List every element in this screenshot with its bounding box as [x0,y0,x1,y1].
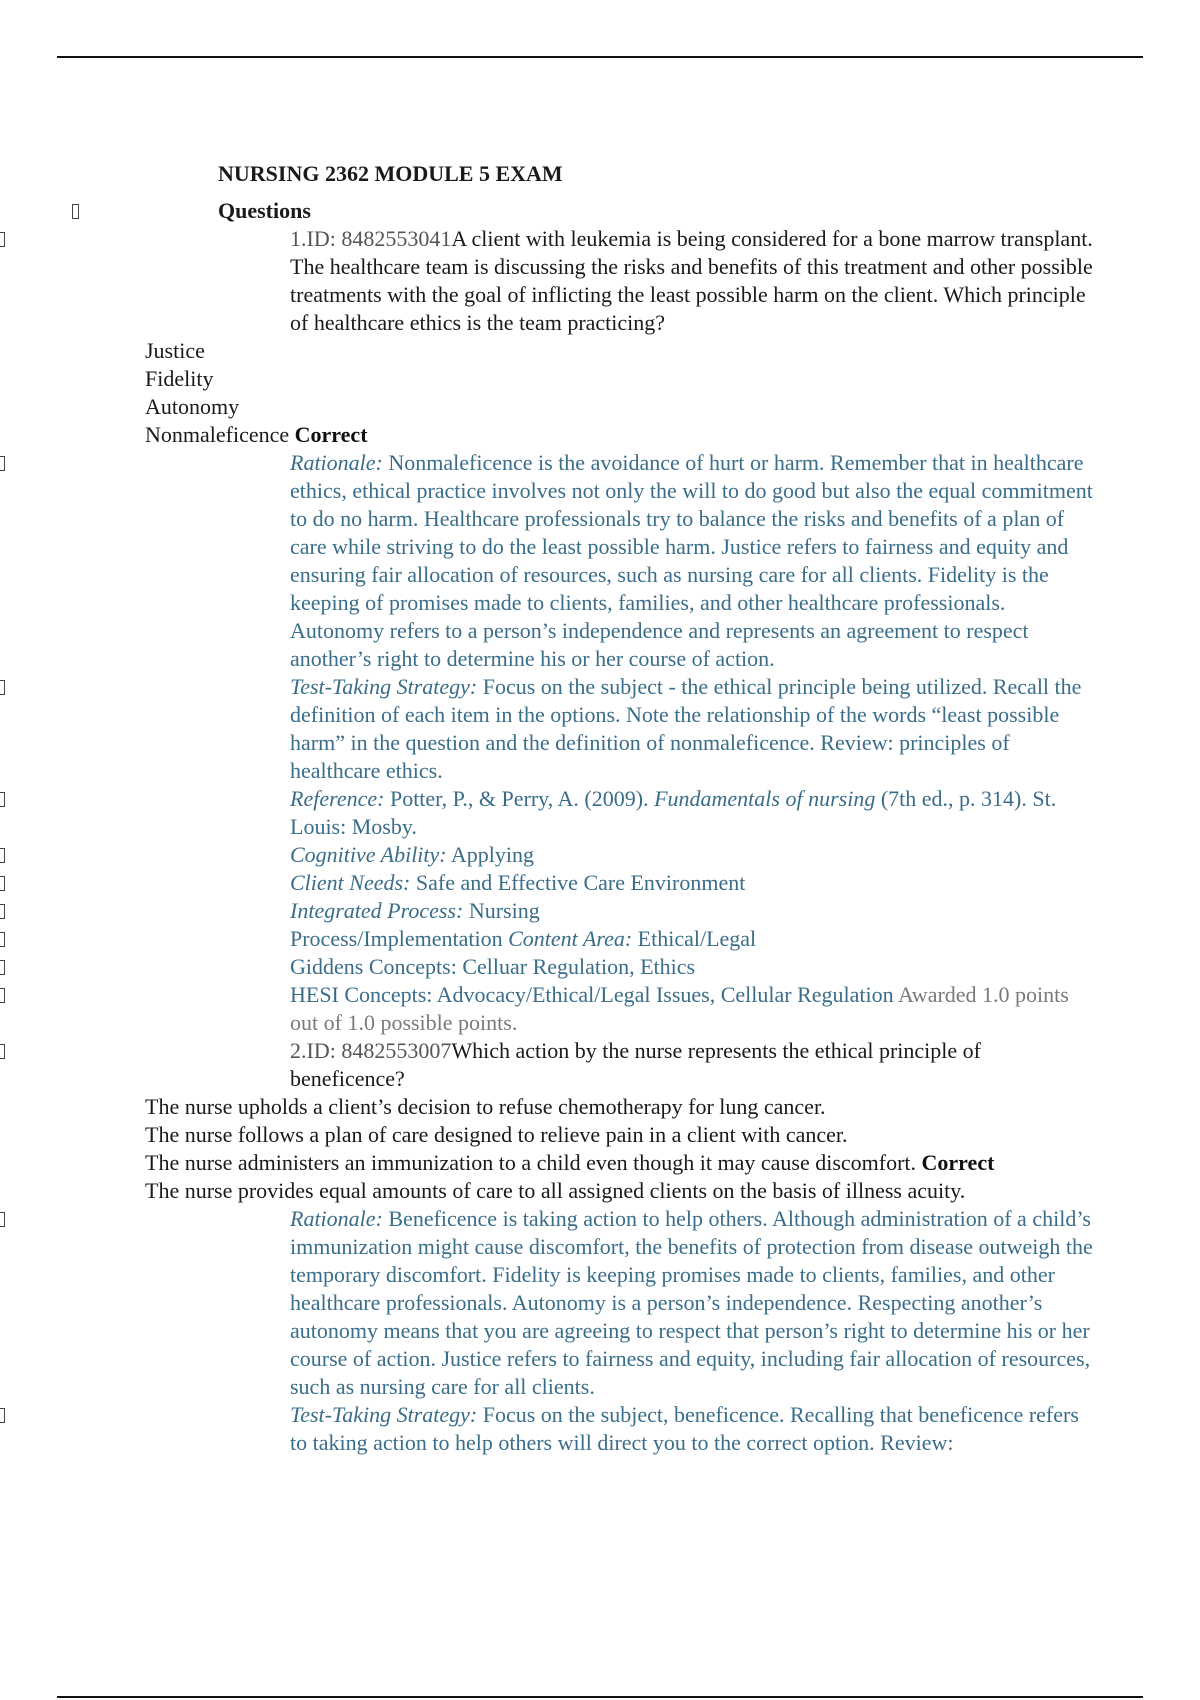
bullet-box-icon [0,792,5,807]
q1-giddens-concepts: Giddens Concepts: Celluar Regulation, Ethics [145,953,1095,981]
q1-rationale: Rationale: Nonmaleficence is the avoidance of hurt or harm. Remember that in healthcare ethics, ethical practice involves not only the will to do good but also the equal commitment to do no harm. Healthcare professionals try to balance the risks and benefits of a plan of care while striving to do the least possible harm. Justice refers to fairness and equity and ensuring fair allocation of resources, such as nursing care for all clients. Fidelity is the keeping of promises made to clients, families, and other healthcare professionals. Autonomy refers to a person’s independence and represents an agreement to respect another’s right to determine his or her course of action. [145,449,1095,673]
bullet-box-icon [0,1044,5,1059]
top-rule [57,56,1143,58]
bullet-box-icon [0,1212,5,1227]
bullet-box-icon [0,1408,5,1423]
bullet-box-icon [0,988,5,1003]
section-heading: Questions [145,197,1095,225]
correct-label: Correct [921,1150,995,1175]
q2-strategy: Test-Taking Strategy: Focus on the subject, beneficence. Recalling that beneficence refers to taking action to help others will direct you to the correct option. Review: [145,1401,1095,1457]
q1-hesi-concepts: HESI Concepts: Advocacy/Ethical/Legal Issues, Cellular Regulation Awarded 1.0 points out of 1.0 possible points. [145,981,1095,1037]
bullet-box-icon [0,876,5,891]
bullet-box-icon [0,232,5,247]
q1-strategy: Test-Taking Strategy: Focus on the subject - the ethical principle being utilized. Recall the definition of each item in the options. Note the relationship of the words “least possible harm” in the question and the definition of nonmaleficence. Review: principles of healthcare ethics. [145,673,1095,785]
q1-content-area: Process/Implementation Content Area: Ethical/Legal [145,925,1095,953]
q1-integrated-process: Integrated Process: Nursing [145,897,1095,925]
q1-option: Autonomy [145,394,240,419]
q2-option-correct: The nurse administers an immunization to a child even though it may cause discomfort. Correct [145,1150,995,1175]
bullet-box-icon [0,960,5,975]
bullet-box-icon [0,680,5,695]
bottom-rule [57,1696,1143,1698]
correct-label: Correct [294,422,368,447]
exam-document [145,160,1095,1457]
q1-cognitive-ability: Cognitive Ability: Applying [145,841,1095,869]
q1-awarded-points: Awarded 1.0 points out of 1.0 possible points. [290,982,1069,1035]
q2-rationale: Rationale: Beneficence is taking action to help others. Although administration of a child’s immunization might cause discomfort, the benefits of protection from disease outweigh the temporary discomfort. Fidelity is keeping promises made to clients, families, and other healthcare professionals. Autonomy is a person’s independence. Respecting another’s autonomy means that you are agreeing to respect that person’s right to determine his or her course of action. Justice refers to fairness and equity, including fair allocation of resources, such as nursing care for all clients. [145,1205,1095,1401]
q1-client-needs: Client Needs: Safe and Effective Care Environment [145,869,1095,897]
question-1-stem: 1.ID: 8482553041A client with leukemia is being considered for a bone marrow transplant. The healthcare team is discussing the risks and benefits of this treatment and other possible treatments with the goal of inflicting the least possible harm on the client. Which principle of healthcare ethics is the team practicing? [145,225,1095,337]
page-title: NURSING 2362 MODULE 5 EXAM [218,161,563,186]
q2-option: The nurse upholds a client’s decision to refuse chemotherapy for lung cancer. [145,1094,826,1119]
bullet-box-icon [0,932,5,947]
question-2-stem: 2.ID: 8482553007Which action by the nurse represents the ethical principle of beneficence? [145,1037,1095,1093]
q2-option: The nurse provides equal amounts of care to all assigned clients on the basis of illness acuity. [145,1178,966,1203]
bullet-box-icon [0,848,5,863]
bullet-box-icon [0,456,5,471]
bullet-box-icon [72,204,79,219]
q1-option: Justice [145,338,205,363]
q1-option: Fidelity [145,366,214,391]
q1-option-correct: Nonmaleficence Correct [145,422,368,447]
q2-option: The nurse follows a plan of care designed to relieve pain in a client with cancer. [145,1122,848,1147]
q1-reference: Reference: Potter, P., & Perry, A. (2009). Fundamentals of nursing (7th ed., p. 314). St. Louis: Mosby. [145,785,1095,841]
bullet-box-icon [0,904,5,919]
